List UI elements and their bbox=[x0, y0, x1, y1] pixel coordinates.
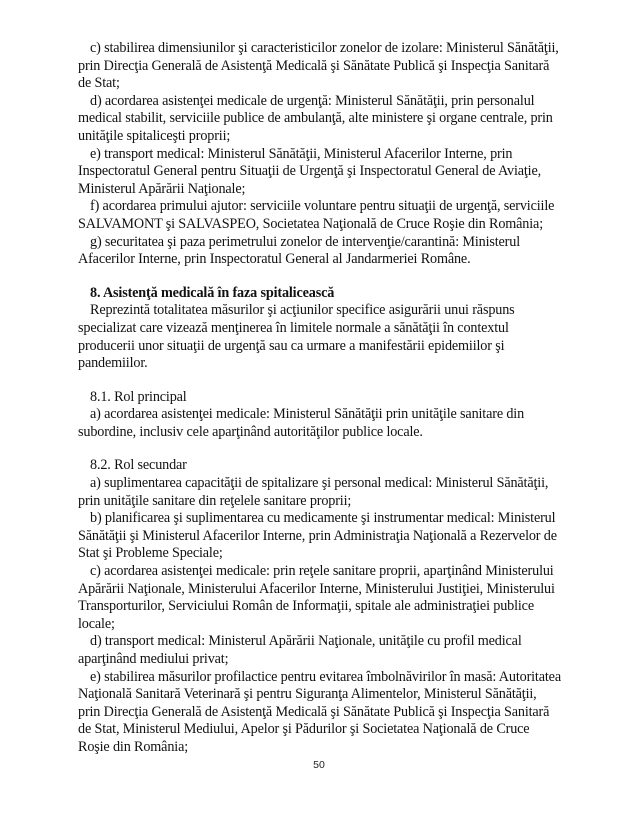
paragraph-8-2d: d) transport medical: Ministerul Apărării Naţionale, unităţile cu profil medical aparţinând mediului privat; bbox=[78, 633, 522, 667]
section-8-intro: Reprezintă totalitatea măsurilor şi acţiunilor specifice asigurării unui răspuns specializat care vizează menţinerea în limitele normale a sănătăţii în contextul producerii unor situaţii de urgenţă sau ca urmare a manifestării epidemiilor şi pandemiilor. bbox=[78, 302, 515, 372]
document-page bbox=[78, 40, 562, 757]
paragraph-7d: d) acordarea asistenţei medicale de urgenţă: Ministerul Sănătăţii, prin personalul medical stabilit, serviciile publice de ambulanţă, alte ministere şi organe centrale, prin unităţile spitaliceşti proprii; bbox=[78, 92, 553, 144]
page-number: 50 bbox=[313, 759, 325, 771]
paragraph-7c: c) stabilirea dimensiunilor şi caracteristicilor zonelor de izolare: Ministerul Sănătăţii, prin Direcţia Generală de Asistenţă Medicală şi Sănătate Publică şi Inspecţia Sanitară de Stat; bbox=[78, 40, 559, 92]
subsection-8-1-title: 8.1. Rol principal bbox=[90, 388, 187, 405]
paragraph-8-2b: b) planificarea şi suplimentarea cu medicamente şi instrumentar medical: Ministerul Sănătăţii şi Ministerul Afacerilor Interne, prin Administraţia Naţională a Rezervelor de Stat şi Probleme Speciale; bbox=[78, 510, 557, 562]
spacer bbox=[78, 373, 562, 389]
paragraph-8-1a: a) acordarea asistenţei medicale: Ministerul Sănătăţii prin unităţile sanitare din subordine, inclusiv cele aparţinând autorităţilor publice locale. bbox=[78, 406, 525, 440]
paragraph-8-2a: a) suplimentarea capacităţii de spitalizare şi personal medical: Ministerul Sănătăţii, prin unităţile sanitare din reţelele sanitare proprii; bbox=[78, 475, 549, 509]
paragraph-7f: f) acordarea primului ajutor: serviciile voluntare pentru situaţii de urgenţă, serviciile SALVAMONT şi SALVASPEO, Societatea Naţională de Cruce Roşie din România; bbox=[78, 198, 555, 232]
subsection-8-2-title: 8.2. Rol secundar bbox=[90, 457, 187, 474]
paragraph-7g: g) securitatea şi paza perimetrului zonelor de intervenţie/carantină: Ministerul Afacerilor Interne, prin Inspectoratul General al Jandarmeriei Române. bbox=[78, 233, 520, 268]
section-8-heading: 8. Asistenţă medicală în faza spitalicească bbox=[90, 284, 335, 301]
paragraph-7e: e) transport medical: Ministerul Sănătăţii, Ministerul Afacerilor Interne, prin Inspectoratul General pentru Situaţii de Urgenţă şi Inspectoratul General de Aviaţie, Ministerul Apărării Naţionale; bbox=[78, 145, 542, 197]
paragraph-8-2e: e) stabilirea măsurilor profilactice pentru evitarea îmbolnăvirilor în masă: Autoritatea Naţională Sanitară Veterinară şi pentru Siguranţa Alimentelor, Ministerul Sănătăţii, prin Direcţia Generală de Asistenţă Medicală şi Sănătate Publică şi Inspecţia Sanitară de Stat, Ministerul Mediului, Apelor şi Pădurilor şi Societatea Naţională de Cruce Roşie din România; bbox=[78, 668, 561, 755]
spacer bbox=[78, 269, 562, 285]
paragraph-8-2c: c) acordarea asistenţei medicale: prin reţele sanitare proprii, aparţinând Ministerului Apărării Naţionale, Ministerului Afacerilor Interne, Ministerului Justiţiei, Ministerului Transporturilor, Serviciului Român de Informaţii, spitale ale administraţiei publice locale; bbox=[78, 563, 555, 632]
spacer bbox=[78, 441, 562, 457]
